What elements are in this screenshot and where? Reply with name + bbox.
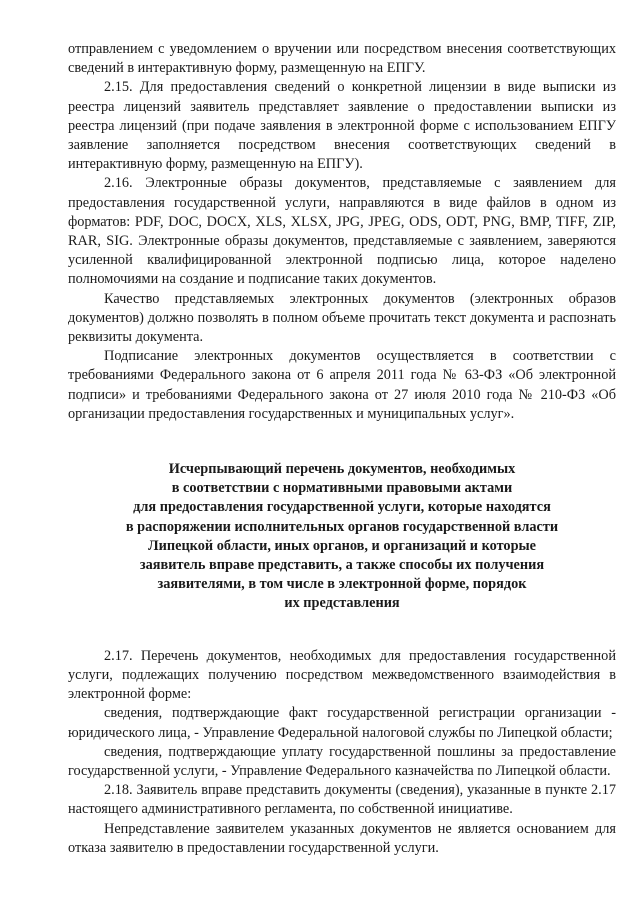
document-page [68,40,616,858]
paragraph-quality: Качество представляемых электронных документов (электронных образов документов) должно позволять в полном объеме прочитать текст документа и распознать реквизиты документа. [68,290,616,346]
heading-line: заявителями, в том числе в электронной форме, порядок [157,576,527,593]
section-heading [68,460,616,614]
paragraphs-bottom [68,647,616,858]
heading-line: для предоставления государственной услуги, которые находятся [133,499,551,516]
heading-line: в распоряжении исполнительных органов государственной власти [125,518,559,535]
paragraph-tax-registration: сведения, подтверждающие факт государственной регистрации организации - юридического лица, - Управление Федеральной налоговой службы по Липецкой области; [68,705,616,741]
heading-line: Липецкой области, иных органов, и организаций и которые [147,537,537,554]
paragraph-2-16: 2.16. Электронные образы документов, представляемые с заявлением для предоставления государственной услуги, направляются в виде файлов в одном из форматов: PDF, DOC, DOCX, XLS, XLSX, JPG, JPEG, ODS, ODT, PNG, BMP, TIFF, ZIP, RAR, SIG. Электронные образы документов, представляемые с заявлением, заверяются усиленной квалифицированной электронной подписью лица, которое наделено полномочиями на создание и подписание таких документов. [68,175,616,288]
paragraph-continuation: отправлением с уведомлением о вручении или посредством внесения соответствующих сведений в интерактивную форму, размещенную на ЕПГУ. [68,41,616,77]
paragraph-2-17: 2.17. Перечень документов, необходимых для предоставления государственной услуги, подлежащих получению посредством межведомственного взаимодействия в электронной форме: [68,647,616,703]
paragraph-signing: Подписание электронных документов осуществляется в соответствии с требованиями Федерального закона от 6 апреля 2011 года № 63-ФЗ «Об электронной подписи» и требованиями Федерального закона от 27 июля 2010 года № 210-ФЗ «Об организации предоставления государственных и муниципальных услуг». [68,348,616,422]
paragraph-state-duty: сведения, подтверждающие уплату государственной пошлины за предоставление государственной услуги, - Управление Федерального казначейства по Липецкой области. [68,743,616,779]
paragraphs-top [68,40,616,424]
paragraph-2-15: 2.15. Для предоставления сведений о конкретной лицензии в виде выписки из реестра лицензий заявитель представляет заявление о предоставлении выписки из реестра лицензий (при подаче заявления в электронной форме с использованием ЕПГУ заявление заполняется посредством внесения соответствующих сведений в интерактивную форму, размещенную на ЕПГУ). [68,79,616,173]
heading-line: в соответствии с нормативными правовыми актами [171,480,513,497]
heading-line: заявитель вправе представить, а также способы их получения [139,557,545,574]
paragraph-non-submission: Непредставление заявителем указанных документов не является основанием для отказа заявителю в предоставлении государственной услуги. [68,820,616,856]
heading-line: их представления [284,595,400,612]
paragraph-2-18: 2.18. Заявитель вправе представить документы (сведения), указанные в пункте 2.17 настоящего административного регламента, по собственной инициативе. [68,782,616,818]
heading-line: Исчерпывающий перечень документов, необходимых [168,461,516,478]
